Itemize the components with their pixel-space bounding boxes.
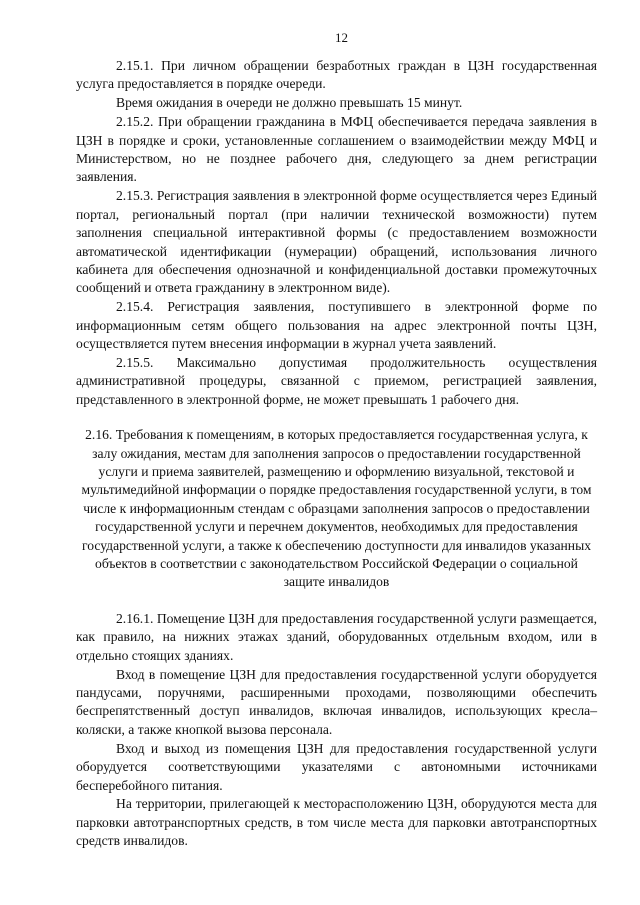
paragraph-waiting-time: Время ожидания в очереди не должно превышать 15 минут. [116, 95, 463, 111]
page-number: 12 [335, 30, 348, 45]
paragraph-parking: На территории, прилегающей к месторасположению ЦЗН, оборудуются места для парковки автотранспортных средств, в том числе места для парковки автотранспортных средств инвалидов. [76, 796, 597, 849]
paragraph-2-16-1: 2.16.1. Помещение ЦЗН для предоставления государственной услуги размещается, как правило, на нижних этажах зданий, оборудованных отдельным входом, или в отдельно стоящих зданиях. [76, 610, 597, 663]
section-heading-2-16: 2.16. Требования к помещениям, в которых предоставляется государственная услуга, к залу ожидания, местам для заполнения запросов о предоставлении государственной услуги и приема заявителей, размещению и оформлению визуальной, текстовой и мультимедийной информации о порядке предоставления государственной услуги, в том числе к информационным стендам с образцами заполнения запросов о предоставлении государственной услуги и перечнем документов, необходимых для предоставления государственной услуги, а также к обеспечению доступности для инвалидов указанных объектов в соответствии с законодательством Российской Федерации о социальной защите инвалидов [81, 427, 592, 590]
paragraph-2-15-4: 2.15.4. Регистрация заявления, поступившего в электронной форме по информационным сетям общего пользования на адрес электронной почты ЦЗН, осуществляется путем внесения информации в журнал учета заявлений. [76, 299, 597, 352]
paragraph-entrance-exit-signs: Вход и выход из помещения ЦЗН для предоставления государственной услуги оборудуется соответствующими указателями с автономными источниками бесперебойного питания. [76, 740, 597, 793]
paragraph-2-15-1: 2.15.1. При личном обращении безработных граждан в ЦЗН государственная услуга предоставляется в порядке очереди. [76, 58, 597, 92]
paragraph-2-15-5: 2.15.5. Максимально допустимая продолжительность осуществления административной процедуры, связанной с приемом, регистрацией заявления, представленного в электронной форме, не может превышать 1 рабочего дня. [76, 355, 597, 407]
paragraph-entrance: Вход в помещение ЦЗН для предоставления государственной услуги оборудуется пандусами, поручнями, расширенными проходами, позволяющими обеспечить беспрепятственный доступ инвалидов, включая инвалидов, использующих кресла–коляски, а также кнопкой вызова персонала. [76, 666, 597, 737]
paragraph-2-15-3: 2.15.3. Регистрация заявления в электронной форме осуществляется через Единый портал, региональный портал (при наличии технической возможности) путем заполнения специальной интерактивной формы (с предоставлением возможности автоматической идентификации (нумерации) обращений, использования личного кабинета для обеспечения однозначной и конфиденциальной доставки промежуточных сообщений и ответа гражданину в электронном виде). [76, 188, 597, 296]
paragraph-2-15-2: 2.15.2. При обращении гражданина в МФЦ обеспечивается передача заявления в ЦЗН в порядке и сроки, установленные соглашением о взаимодействии между МФЦ и Министерством, но не позднее рабочего дня, следующего за днем регистрации заявления. [76, 114, 597, 185]
